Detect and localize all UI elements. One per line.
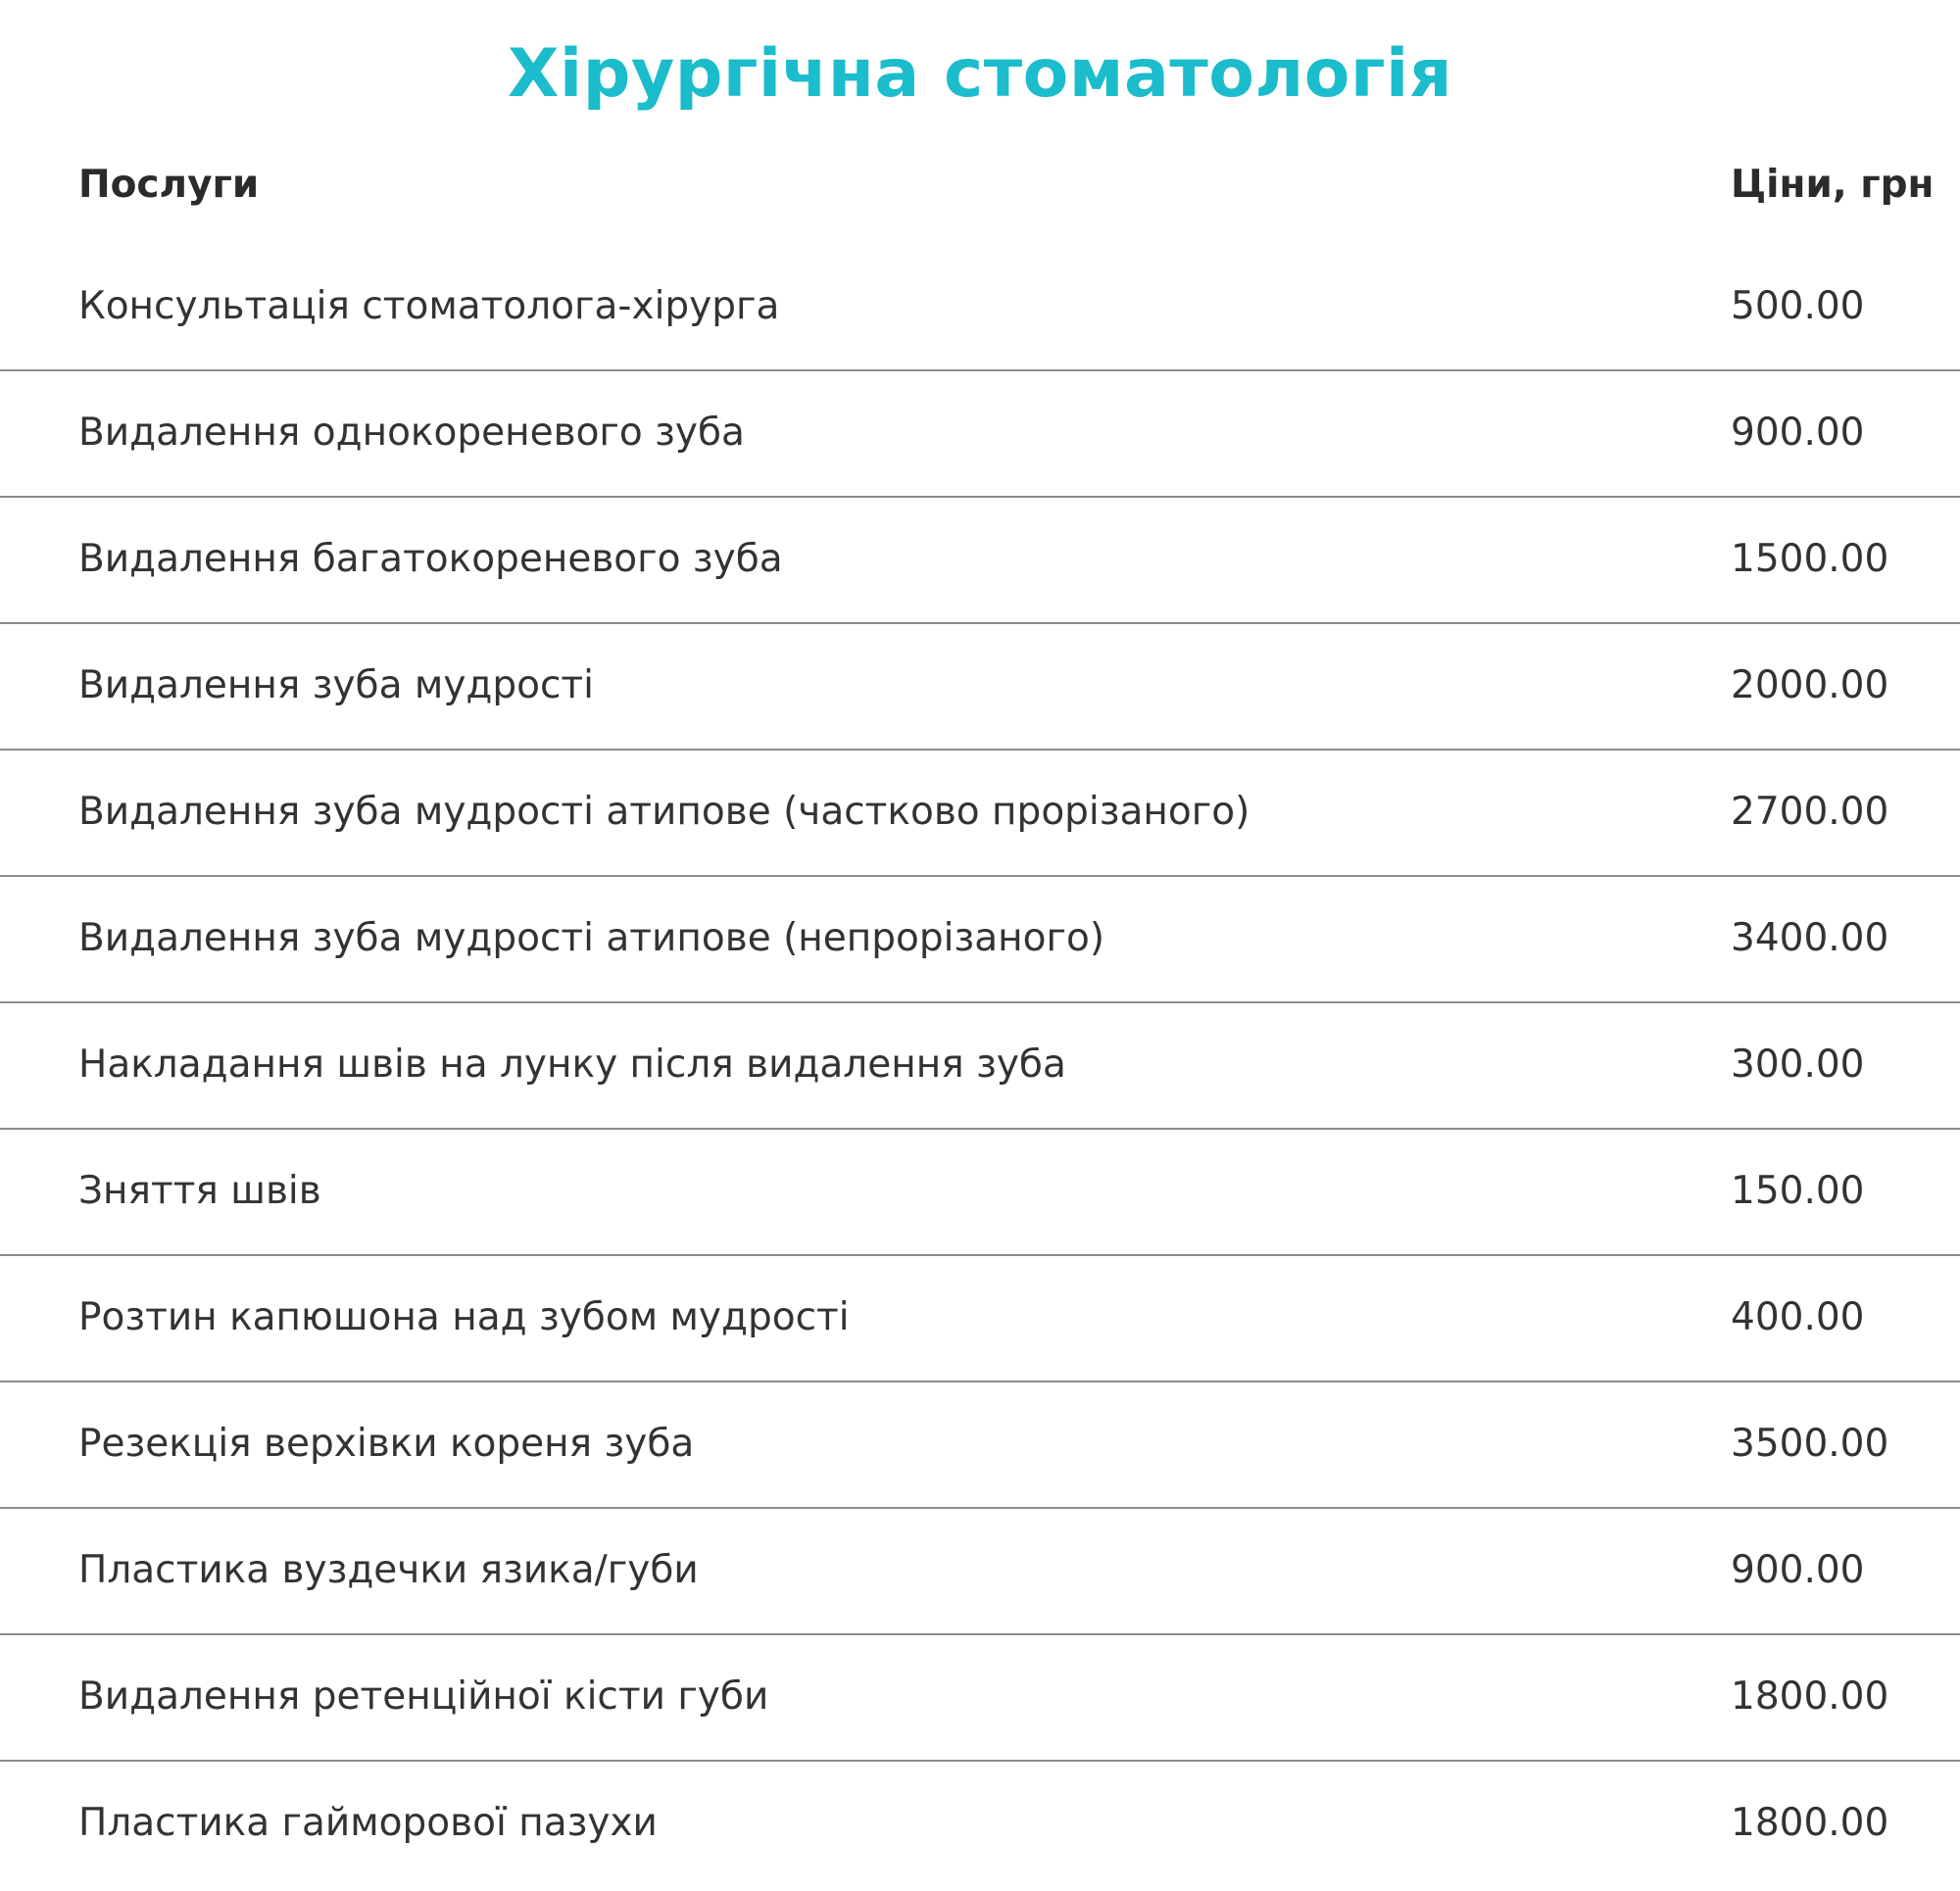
service-price: 2000.00 <box>1731 663 1889 707</box>
table-header <box>0 123 1960 245</box>
service-name: Видалення зуба мудрості атипове (непрорізаного) <box>78 916 1105 960</box>
service-name: Зняття швів <box>78 1169 321 1213</box>
services-column-header: Послуги <box>78 163 260 207</box>
service-name: Видалення ретенційної кісти губи <box>78 1674 769 1719</box>
service-name: Консультація стоматолога-хірурга <box>78 284 780 328</box>
table-row <box>0 371 1960 498</box>
service-name: Пластика вуздечки язика/губи <box>78 1548 699 1592</box>
table-row <box>0 1256 1960 1382</box>
table-row <box>0 1003 1960 1130</box>
service-name: Пластика гайморової пазухи <box>78 1801 658 1845</box>
service-price: 400.00 <box>1731 1295 1865 1339</box>
service-name: Резекція верхівки кореня зуба <box>78 1422 695 1466</box>
table-row <box>0 1130 1960 1256</box>
service-price: 300.00 <box>1731 1042 1865 1087</box>
service-price: 1800.00 <box>1731 1801 1889 1845</box>
service-name: Видалення багатокореневого зуба <box>78 537 783 581</box>
service-price: 900.00 <box>1731 411 1865 455</box>
service-name: Накладання швів на лунку після видалення зуба <box>78 1042 1066 1087</box>
page-title: Хірургічна стоматологія <box>507 35 1453 113</box>
service-price: 2700.00 <box>1731 790 1889 834</box>
prices-column-header: Ціни, грн <box>1731 163 1935 207</box>
table-row <box>0 624 1960 751</box>
table-row <box>0 498 1960 624</box>
service-price: 500.00 <box>1731 284 1865 328</box>
service-name: Видалення зуба мудрості <box>78 663 594 707</box>
table-body <box>0 245 1960 1888</box>
service-price: 1500.00 <box>1731 537 1889 581</box>
service-price: 900.00 <box>1731 1548 1865 1592</box>
table-row <box>0 1509 1960 1635</box>
service-price: 3400.00 <box>1731 916 1889 960</box>
table-row <box>0 751 1960 877</box>
service-name: Розтин капюшона над зубом мудрості <box>78 1295 850 1339</box>
table-row <box>0 1762 1960 1888</box>
service-price: 150.00 <box>1731 1169 1865 1213</box>
price-table <box>0 123 1960 1888</box>
service-name: Видалення однокореневого зуба <box>78 411 745 455</box>
table-row <box>0 245 1960 371</box>
service-price: 3500.00 <box>1731 1422 1889 1466</box>
service-price: 1800.00 <box>1731 1674 1889 1719</box>
table-row <box>0 877 1960 1003</box>
table-row <box>0 1382 1960 1509</box>
table-row <box>0 1635 1960 1762</box>
service-name: Видалення зуба мудрості атипове (частково прорізаного) <box>78 790 1250 834</box>
